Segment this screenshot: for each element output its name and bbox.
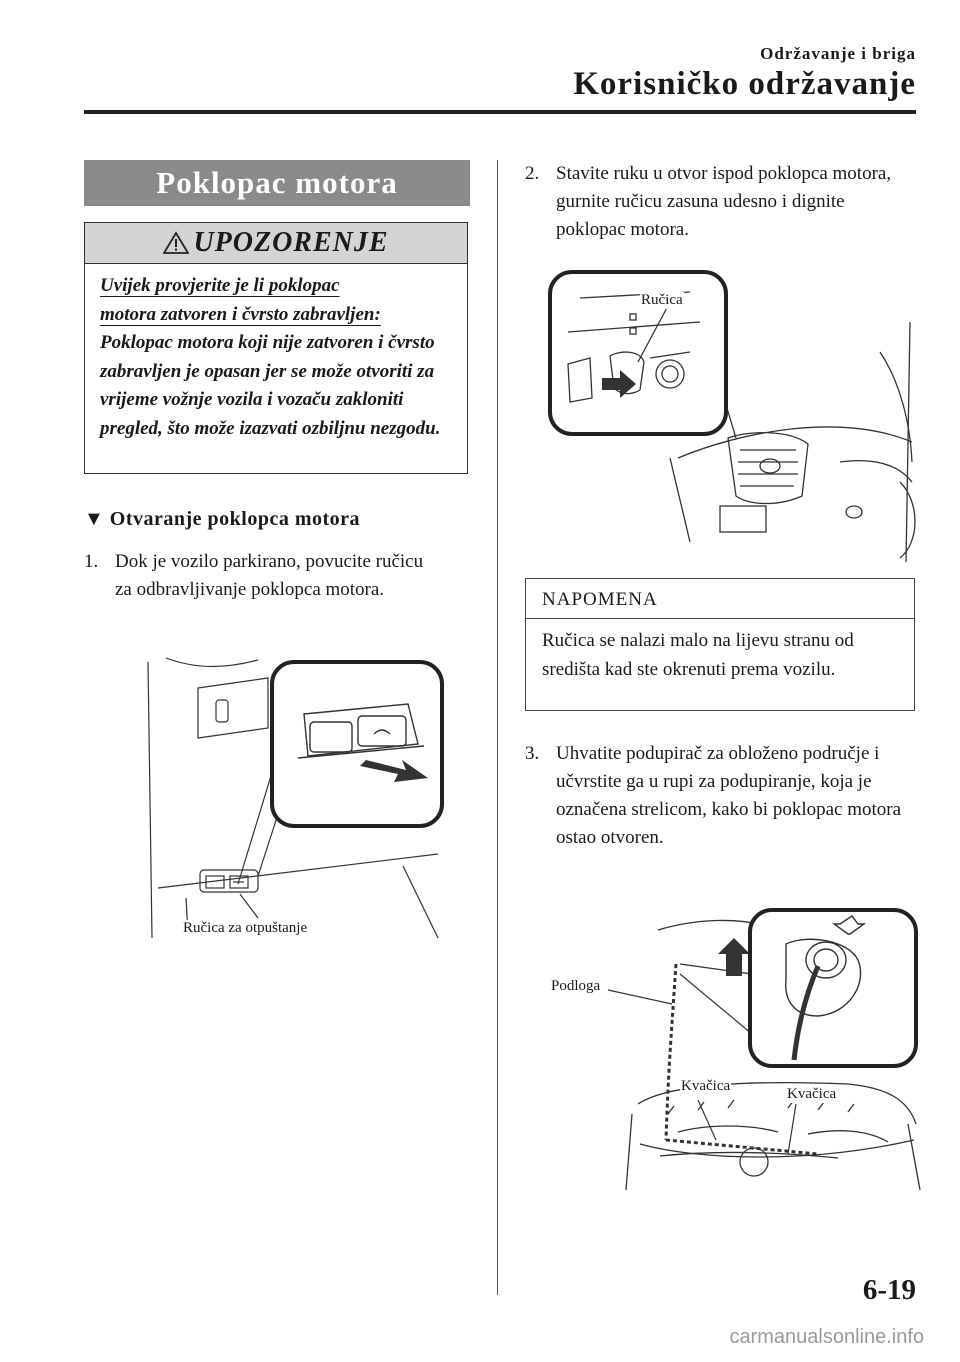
note-box xyxy=(525,578,915,711)
warning-lead-line1: Uvijek provjerite je li poklopac xyxy=(100,275,340,296)
subheading xyxy=(84,508,360,531)
warning-box xyxy=(84,222,468,474)
hood-prop-illustration xyxy=(548,904,922,1194)
warning-header xyxy=(85,223,467,264)
step-2 xyxy=(525,160,915,244)
page-number: 6-19 xyxy=(862,1274,916,1306)
warning-lead-line2: motora zatvoren i čvrsto zabravljen: xyxy=(100,303,381,325)
warning-title: UPOZORENJE xyxy=(193,227,389,258)
prop-clip-left-label: Kvačica xyxy=(681,1078,731,1094)
header-rule xyxy=(84,110,916,114)
header-title: Korisničko održavanje xyxy=(573,66,916,102)
warning-body xyxy=(85,264,467,443)
step-number: 3. xyxy=(525,743,540,764)
step-text: Stavite ruku u otvor ispod poklopca motora, gurnite ručicu zasuna udesno i dignite poklopac motora. xyxy=(556,163,892,240)
prop-pad-label: Podloga xyxy=(551,978,601,994)
subheading-marker-icon: ▼ xyxy=(84,508,105,530)
subheading-text: Otvaranje poklopca motora xyxy=(109,508,361,530)
step-1 xyxy=(84,548,444,604)
section-title: Poklopac motora xyxy=(84,160,470,206)
latch-lever-label: Ručica xyxy=(641,292,683,308)
step-text: Dok je vozilo parkirano, povucite ručicu za odbravljivanje poklopca motora. xyxy=(115,551,424,600)
release-lever-illustration xyxy=(138,648,448,948)
figure-release-lever xyxy=(138,648,448,948)
figure-latch-lever xyxy=(540,262,922,562)
note-text: Ručica se nalazi malo na lijevu stranu od središta kad ste okrenuti prema vozilu. xyxy=(542,630,854,680)
warning-text: Poklopac motora koji nije zatvoren i čvrsto zabravljen je opasan jer se može otvoriti za vrijeme vožnje vozila i vozaču zakloniti pregled, što može izazvati ozbiljnu nezgodu. xyxy=(100,332,441,439)
watermark: carmanualsonline.info xyxy=(729,1326,924,1348)
step-3 xyxy=(525,740,915,852)
step-number: 2. xyxy=(525,163,540,184)
step-text: Uhvatite podupirač za obloženo područje i učvrstite ga u rupi za podupiranje, koja je označena strelicom, kako bi poklopac motora ostao otvoren. xyxy=(556,743,902,848)
header-section: Održavanje i briga xyxy=(760,44,916,63)
release-lever-label: Ručica za otpuštanje xyxy=(183,920,308,936)
warning-triangle-icon xyxy=(163,231,189,255)
step-number: 1. xyxy=(84,551,99,572)
latch-lever-illustration xyxy=(540,262,922,562)
figure-hood-prop xyxy=(548,904,922,1194)
prop-clip-right-label: Kvačica xyxy=(787,1086,837,1102)
column-divider xyxy=(497,160,498,1295)
note-title: NAPOMENA xyxy=(526,579,914,619)
